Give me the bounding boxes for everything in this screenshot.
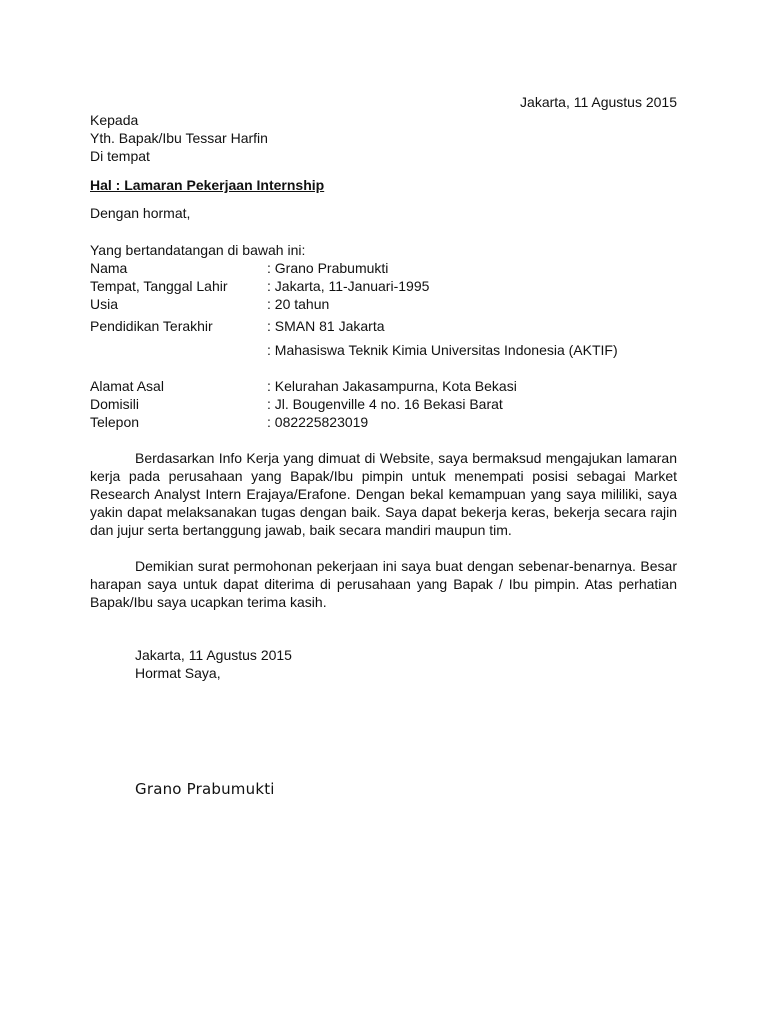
- closing-salutation: Hormat Saya,: [135, 665, 221, 681]
- personal-details: [90, 259, 677, 359]
- detail-value: : Mahasiswa Teknik Kimia Universitas Indonesia (AKTIF): [267, 342, 618, 358]
- recipient-place: Di tempat: [90, 148, 150, 164]
- detail-value: : Jl. Bougenville 4 no. 16 Bekasi Barat: [267, 396, 503, 412]
- detail-value: : Kelurahan Jakasampurna, Kota Bekasi: [267, 378, 517, 394]
- detail-value: : SMAN 81 Jakarta: [267, 318, 385, 334]
- detail-row-age: [90, 295, 677, 313]
- closing-block: [90, 646, 677, 798]
- detail-value: : Jakarta, 11-Januari-1995: [267, 278, 430, 294]
- detail-row-origin-address: [90, 377, 677, 395]
- detail-value: : Grano Prabumukti: [267, 260, 389, 276]
- detail-label: Tempat, Tanggal Lahir: [90, 278, 228, 294]
- detail-value: : 082225823019: [267, 414, 369, 430]
- detail-row-education-current: [90, 341, 677, 359]
- letter-date: Jakarta, 11 Agustus 2015: [520, 94, 677, 110]
- detail-label: Domisili: [90, 396, 139, 412]
- detail-label: Pendidikan Terakhir: [90, 318, 213, 334]
- body-paragraph-1: Berdasarkan Info Kerja yang dimuat di Website, saya bermaksud mengajukan lamaran kerja pada perusahaan yang Bapak/Ibu pimpin untuk menempati posisi sebagai Market Research Analyst Intern Erajaya/Erafone. Dengan bekal kemampuan yang saya mililiki, saya yakin dapat melaksanakan tugas dengan baik. Saya dapat bekerja keras, bekerja secara rajin dan jujur serta bertanggung jawab, baik secara mandiri maupun tim.: [90, 450, 677, 538]
- letter-page: [90, 93, 677, 798]
- address-details: [90, 377, 677, 431]
- letter-subject: Hal : Lamaran Pekerjaan Internship: [90, 177, 325, 193]
- body-paragraph-2: Demikian surat permohonan pekerjaan ini saya buat dengan sebenar-benarnya. Besar harapan saya untuk dapat diterima di perusahaan yang Bapak / Ibu pimpin. Atas perhatian Bapak/Ibu saya ucapkan terima kasih.: [90, 558, 677, 610]
- recipient-name: Yth. Bapak/Ibu Tessar Harfin: [90, 130, 268, 146]
- detail-row-education: [90, 317, 677, 335]
- detail-label: Nama: [90, 260, 128, 276]
- greeting: Dengan hormat,: [90, 205, 191, 221]
- detail-label: Alamat Asal: [90, 378, 164, 394]
- detail-label: Telepon: [90, 414, 140, 430]
- detail-row-birth: [90, 277, 677, 295]
- detail-row-domicile: [90, 395, 677, 413]
- signature-name: Grano Prabumukti: [135, 780, 275, 798]
- recipient-to: Kepada: [90, 112, 139, 128]
- recipient-block: [90, 111, 677, 165]
- detail-label: Usia: [90, 296, 119, 312]
- closing-date: Jakarta, 11 Agustus 2015: [135, 647, 292, 663]
- detail-row-name: [90, 259, 677, 277]
- detail-row-phone: [90, 413, 677, 431]
- detail-value: : 20 tahun: [267, 296, 330, 312]
- intro-text: Yang bertandatangan di bawah ini:: [90, 242, 306, 258]
- detail-label: [90, 341, 267, 359]
